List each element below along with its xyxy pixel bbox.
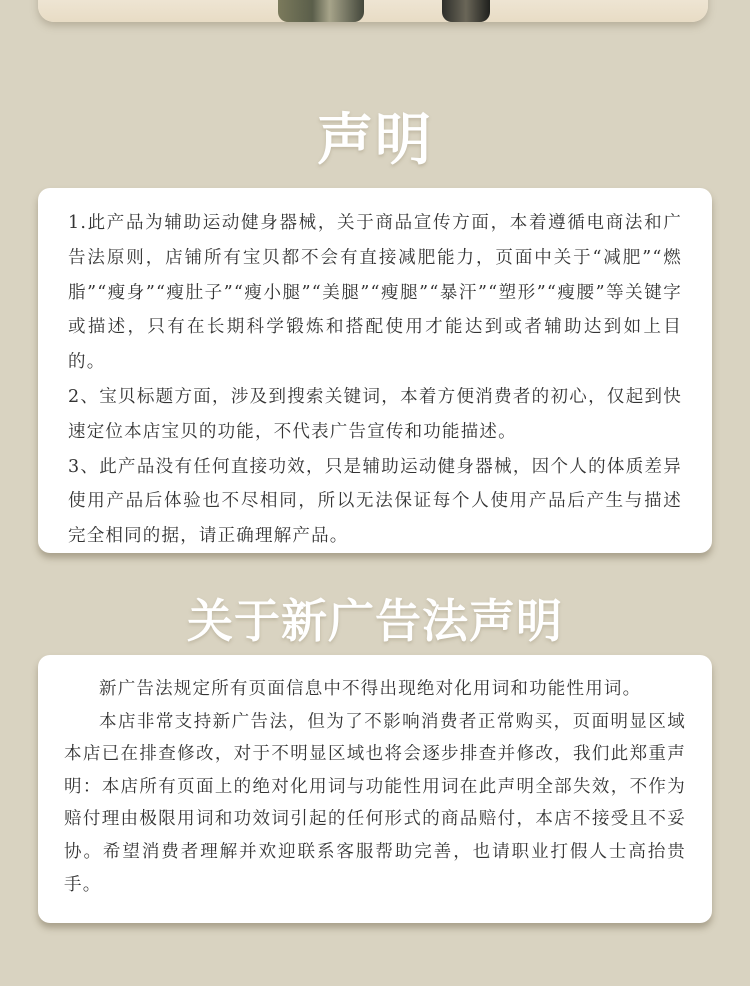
sneaker-left (278, 0, 364, 22)
ad-law-card (38, 655, 712, 923)
product-photo (38, 0, 708, 22)
ad-law-paragraph-1: 新广告法规定所有页面信息中不得出现绝对化用词和功能性用词。 (99, 679, 642, 699)
disclaimer-item-2: 2、宝贝标题方面，涉及到搜索关键词，本着方便消费者的初心，仅起到快速定位本店宝贝的功能，不代表广告宣传和功能描述。 (68, 386, 682, 442)
ad-law-title: 关于新广告法声明 (187, 594, 563, 648)
sneaker-right (442, 0, 490, 22)
disclaimer-item-3: 3、此产品没有任何直接功效，只是辅助运动健身器械，因个人的体质差异使用产品后体验也不尽相同，所以无法保证每个人使用产品后产生与描述完全相同的据，请正确理解产品。 (68, 456, 682, 547)
product-photo-card (38, 0, 708, 22)
ad-law-paragraph-2: 本店非常支持新广告法，但为了不影响消费者正常购买，页面明显区域本店已在排查修改，对于不明显区域也将会逐步排查并修改，我们此郑重声明：本店所有页面上的绝对化用词与功能性用词在此声明全部失效，不作为赔付理由极限用词和功效词引起的任何形式的商品赔付，本店不接受且不妥协。希望消费者理解并欢迎联系客服帮助完善，也请职业打假人士高抬贵手。 (64, 711, 686, 895)
disclaimer-item-1: 1.此产品为辅助运动健身器械，关于商品宣传方面，本着遵循电商法和广告法原则，店铺所有宝贝都不会有直接减肥能力，页面中关于“减肥”“燃脂”“瘦身”“瘦肚子”“瘦小腿”“美腿”“瘦腿”“暴汗”“塑形”“瘦腰”等关键字或描述，只有在长期科学锻炼和搭配使用才能达到或者辅助达到如上目的。 (68, 213, 682, 373)
disclaimer-title: 声明 (317, 108, 433, 173)
disclaimer-card (38, 188, 712, 553)
